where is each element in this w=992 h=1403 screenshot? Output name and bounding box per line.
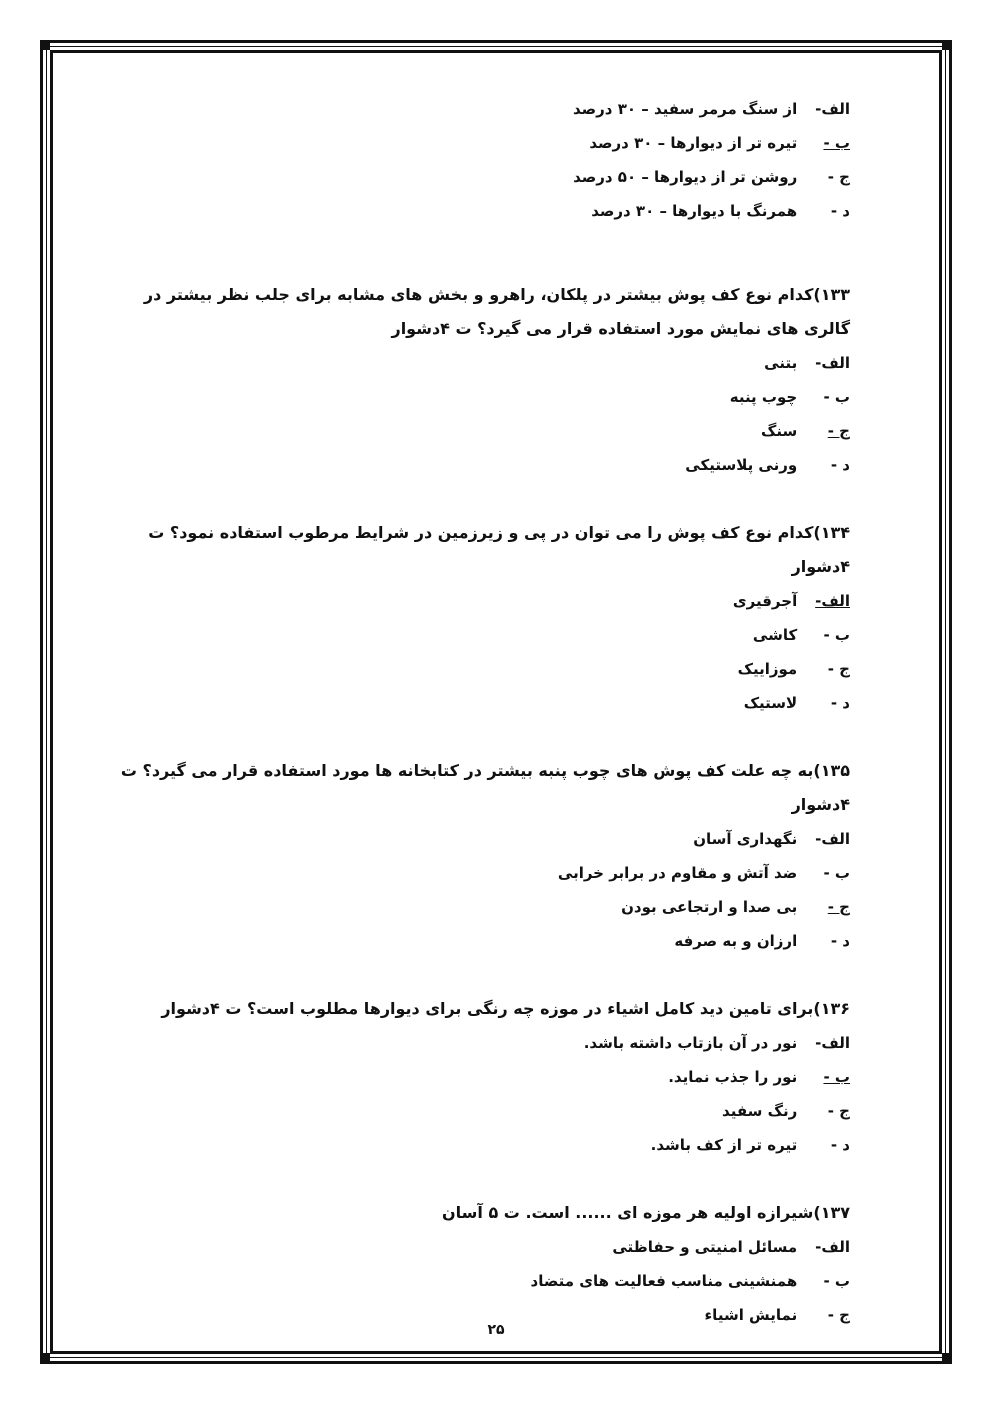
question-136 (95, 992, 850, 1162)
answer-option: الف- مسائل امنیتی و حفاظتی (612, 1238, 850, 1256)
answer-option: ج - روشن تر از دیوارها – ۵۰ درصد (573, 168, 850, 186)
answer-option: ج - بی صدا و ارتجاعی بودن (621, 898, 850, 916)
corner-ornament (40, 40, 50, 50)
answer-option: ج - نمایش اشیاء (704, 1306, 850, 1324)
answer-option: ج - موزاییک (737, 660, 850, 678)
page-number: ۲۵ (487, 1322, 505, 1338)
corner-ornament (40, 1353, 50, 1363)
question-134 (95, 516, 850, 720)
question-133 (95, 278, 850, 482)
question-text: ۱۳۴)کدام نوع کف پوش را می توان در پی و زیرزمین در شرایط مرطوب استفاده نمود؟ ت ۴دشوار (148, 523, 850, 576)
answer-option: ب - کاشی (752, 626, 850, 644)
question-137 (95, 1196, 850, 1332)
corner-ornament (942, 1353, 952, 1363)
answer-option: د - ارزان و به صرفه (674, 932, 850, 950)
question-text: ۱۳۳)کدام نوع کف پوش بیشتر در پلکان، راهرو و بخش های مشابه برای جلب نظر بیشتر در گالری های نمایش مورد استفاده قرار می گیرد؟ ت ۴دشوار (143, 285, 850, 338)
answer-option: د - تیره تر از کف باشد. (650, 1136, 850, 1154)
answer-option: الف- آجرقیری (732, 592, 850, 610)
answer-option: ب - تیره تر از دیوارها – ۳۰ درصد (589, 134, 850, 152)
answer-option: الف- نگهداری آسان (693, 830, 850, 848)
question-text: ۱۳۶)برای تامین دید کامل اشیاء در موزه چه رنگی برای دیوارها مطلوب است؟ ت ۴دشوار (161, 999, 850, 1018)
answer-option: ب - چوب پنبه (729, 388, 850, 406)
answer-option: د - ورنی پلاستیکی (685, 456, 850, 474)
question-135 (95, 754, 850, 958)
answer-option: الف- بتنی (764, 354, 850, 372)
corner-ornament (942, 40, 952, 50)
answer-option: ب - نور را جذب نماید. (668, 1068, 850, 1086)
answer-option: د - لاستیک (743, 694, 850, 712)
question-text: ۱۳۵)به چه علت کف پوش های چوب پنبه بیشتر در کتابخانه ها مورد استفاده قرار می گیرد؟ ت ۴دشوار (120, 761, 850, 814)
answer-option: الف- نور در آن بازتاب داشته باشد. (583, 1034, 850, 1052)
question-content (95, 92, 850, 1332)
answer-option: الف- از سنگ مرمر سفید – ۳۰ درصد (572, 100, 850, 118)
answer-option: ج - رنگ سفید (722, 1102, 850, 1120)
answer-option: ب - ضد آتش و مقاوم در برابر خرابی (557, 864, 850, 882)
answer-option: د - همرنگ با دیوارها – ۳۰ درصد (591, 202, 850, 220)
question-text: ۱۳۷)شیرازه اولیه هر موزه ای ...... است. ت ۵ آسان (442, 1203, 850, 1222)
answer-option: ج - سنگ (760, 422, 850, 440)
answer-option: ب - همنشینی مناسب فعالیت های متضاد (530, 1272, 850, 1290)
q132-options (95, 92, 850, 228)
